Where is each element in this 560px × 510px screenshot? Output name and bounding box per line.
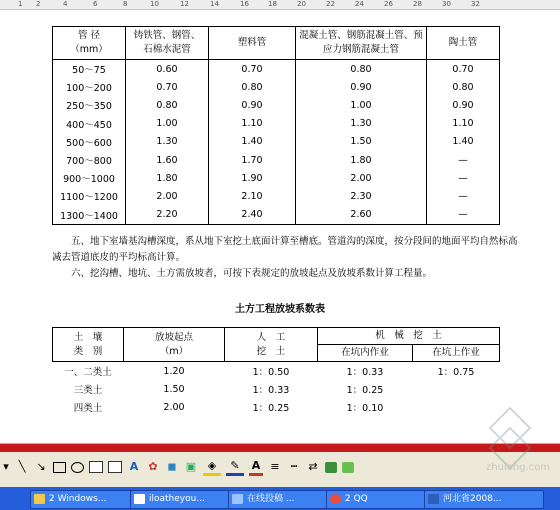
cell-value: 2.30 <box>296 187 427 205</box>
insert-picture-icon[interactable]: ▣ <box>185 460 197 473</box>
ruler-label: 16 <box>240 0 249 8</box>
cell-value: 1.00 <box>126 115 209 133</box>
header-mechanical-dig: 机 械 挖 土 <box>318 328 500 345</box>
arrow-tool-icon[interactable]: ↘ <box>36 460 46 473</box>
ruler-label: 32 <box>471 0 480 8</box>
line-tool-icon[interactable]: ╲ <box>18 460 26 473</box>
vertical-text-box-icon[interactable] <box>108 461 122 473</box>
cell-value: 0.90 <box>209 96 296 114</box>
cell-value: 0.80 <box>126 96 209 114</box>
cell-value: 1.10 <box>427 115 500 133</box>
rectangle-tool-icon[interactable] <box>53 462 66 473</box>
cell-value: 2.40 <box>209 206 296 225</box>
watermark-text: zhulong.com <box>486 462 551 473</box>
header-manual-line2: 挖 土 <box>256 345 286 357</box>
taskbar-button-label: 在线投稿 ... <box>247 494 295 504</box>
ruler-label: 24 <box>355 0 364 8</box>
cell-soil: 三类土 <box>73 385 103 396</box>
cell-soil: 一、二类土 <box>64 367 112 378</box>
shadow-style-icon[interactable] <box>325 462 337 473</box>
table-row <box>53 133 500 151</box>
cell-value: 1：0.25 <box>252 403 290 414</box>
cell-value: 1.80 <box>126 169 209 187</box>
cell-value: 2.00 <box>126 187 209 205</box>
cell-value: 0.70 <box>427 60 500 79</box>
ruler-label: 14 <box>210 0 219 8</box>
header-pipe-diameter: 管 径 （mm） <box>53 27 126 60</box>
header-slope-start <box>124 328 225 362</box>
browser-icon <box>232 494 243 504</box>
taskbar-button-browser[interactable] <box>130 490 234 509</box>
taskbar-button-upload[interactable] <box>228 490 332 509</box>
cell-diameter: 50～75 <box>53 60 126 79</box>
cell-value: 1：0.75 <box>437 367 475 378</box>
ruler-label: 20 <box>297 0 306 8</box>
ruler-label: 1 <box>18 0 23 8</box>
horizontal-ruler[interactable] <box>0 0 560 10</box>
cell-diameter: 250～350 <box>53 96 126 114</box>
cell-value: — <box>427 187 500 205</box>
cell-diameter: 1100～1200 <box>53 187 126 205</box>
table-header-row <box>53 27 500 60</box>
cell-value: — <box>427 169 500 187</box>
zhulong-watermark <box>460 400 560 490</box>
ruler-label: 2 <box>36 0 41 8</box>
header-in-pit: 在坑内作业 <box>318 345 413 362</box>
ruler-label: 28 <box>413 0 422 8</box>
diagram-icon[interactable]: ✿ <box>148 460 158 473</box>
line-style-icon[interactable]: ≡ <box>270 460 280 473</box>
cell-value: 0.80 <box>296 60 427 79</box>
ruler-label: 6 <box>93 0 98 8</box>
cell-value: 0.70 <box>209 60 296 79</box>
ruler-label: 10 <box>150 0 159 8</box>
qq-icon <box>330 494 341 504</box>
table-row <box>53 151 500 169</box>
taskbar-button-windows[interactable] <box>30 490 136 509</box>
header-soil-type <box>53 328 124 362</box>
header-plastic: 塑料管 <box>209 27 296 60</box>
cell-value: — <box>427 151 500 169</box>
cell-value: 1.30 <box>296 115 427 133</box>
oval-tool-icon[interactable] <box>71 462 84 473</box>
cell-value: 1：0.33 <box>346 367 384 378</box>
header-manual-dig <box>225 328 318 362</box>
cell-value: 1.50 <box>296 133 427 151</box>
ruler-label: 26 <box>384 0 393 8</box>
table-row <box>53 187 500 205</box>
cell-value: 1.80 <box>296 151 427 169</box>
cell-value: 1.90 <box>209 169 296 187</box>
taskbar-button-qq[interactable] <box>326 490 430 509</box>
taskbar-button-document[interactable] <box>424 490 544 509</box>
cell-value: 1.40 <box>209 133 296 151</box>
table-row <box>53 206 500 225</box>
cell-value: 1.50 <box>163 383 185 395</box>
table-row <box>53 362 500 381</box>
line-color-icon[interactable]: ✎ <box>226 459 244 476</box>
cell-value: 2.00 <box>296 169 427 187</box>
taskbar-button-label: 河北省2008... <box>443 494 502 504</box>
ruler-label: 30 <box>442 0 451 8</box>
ruler-label: 4 <box>63 0 68 8</box>
cell-value: 0.90 <box>296 78 427 96</box>
cell-diameter: 1300～1400 <box>53 206 126 225</box>
cell-value: 0.60 <box>126 60 209 79</box>
ruler-label: 12 <box>180 0 189 8</box>
cell-value: 1：0.33 <box>252 385 290 396</box>
header-on-pit: 在坑上作业 <box>413 345 500 362</box>
clip-art-icon[interactable]: ◼ <box>167 460 177 473</box>
cell-value: 1：0.10 <box>346 403 384 414</box>
header-start-line2: （m） <box>159 345 189 357</box>
table-row <box>53 380 500 398</box>
cell-diameter: 700～800 <box>53 151 126 169</box>
table-row <box>53 60 500 79</box>
word-document-icon <box>428 494 439 504</box>
table-row <box>53 398 500 416</box>
cell-value: 1.30 <box>126 133 209 151</box>
windows-taskbar <box>0 487 560 510</box>
fill-color-icon[interactable]: ◈ <box>203 459 221 476</box>
folder-icon <box>34 494 45 504</box>
cell-value: 2.10 <box>209 187 296 205</box>
table-row <box>53 115 500 133</box>
cell-value: 0.90 <box>427 96 500 114</box>
cell-value: 1.40 <box>427 133 500 151</box>
cell-diameter: 500～600 <box>53 133 126 151</box>
cell-value: 2.20 <box>126 206 209 225</box>
cell-value: 1.10 <box>209 115 296 133</box>
cell-value: 2.00 <box>163 401 185 413</box>
header-cast-iron: 铸铁管、钢管、 石棉水泥管 <box>126 27 209 60</box>
taskbar-button-label: iloatheyou... <box>149 494 205 504</box>
header-manual-line1: 人 工 <box>256 331 286 343</box>
dropdown-arrow-icon[interactable]: ▾ <box>3 460 9 473</box>
table-row <box>53 78 500 96</box>
cell-value: 1：0.25 <box>346 385 384 396</box>
paragraph-six: 六、挖沟槽、地坑、土方需放坡者，可按下表规定的放坡起点及放坡系数计算工程量。 <box>71 268 433 279</box>
table-header-row <box>53 328 500 345</box>
ruler-label: 22 <box>326 0 335 8</box>
ruler-label: 8 <box>123 0 128 8</box>
document-icon <box>134 494 145 504</box>
pipe-trench-table <box>52 26 500 225</box>
paragraph-five: 五、地下室墙基沟槽深度，系从地下室挖土底面计算至槽底。管道沟的深度，按分段间的地面平均自然标高减去管道底皮的平均标高计算。 <box>52 236 518 263</box>
cell-value: 1.20 <box>163 365 185 377</box>
header-concrete: 混凝土管、钢筋混凝土管、预 应力钢筋混凝土管 <box>296 27 427 60</box>
ruler-label: 18 <box>268 0 277 8</box>
cell-value: — <box>427 206 500 225</box>
header-clay: 陶土管 <box>427 27 500 60</box>
taskbar-button-label: 2 QQ <box>345 494 368 504</box>
cell-diameter: 100～200 <box>53 78 126 96</box>
cell-value: 1.60 <box>126 151 209 169</box>
arrow-style-icon[interactable]: ⇄ <box>308 460 318 473</box>
cell-soil: 四类土 <box>73 403 103 414</box>
font-color-icon[interactable]: A <box>249 459 263 476</box>
table-row <box>53 169 500 187</box>
cell-value: 1.00 <box>296 96 427 114</box>
watermark-logo-icon <box>460 400 560 490</box>
cell-value: 1.70 <box>209 151 296 169</box>
cell-diameter: 900～1000 <box>53 169 126 187</box>
cell-diameter: 400～450 <box>53 115 126 133</box>
drawing-tools-row <box>0 457 359 477</box>
cell-value: 0.80 <box>209 78 296 96</box>
slope-table-caption: 土方工程放坡系数表 <box>235 304 325 315</box>
dash-style-icon[interactable]: ┅ <box>290 460 298 473</box>
cell-value: 0.70 <box>126 78 209 96</box>
document-page[interactable] <box>0 10 560 443</box>
header-soil-line1: 土 壤 <box>73 331 103 343</box>
slope-coefficient-table <box>52 327 500 416</box>
wordart-icon[interactable]: A <box>129 460 139 473</box>
header-start-line1: 放坡起点 <box>154 331 193 343</box>
cell-value: 2.60 <box>296 206 427 225</box>
cell-value <box>413 380 500 398</box>
3d-style-icon[interactable] <box>342 462 354 473</box>
table-row <box>53 96 500 114</box>
cell-value: 1：0.50 <box>252 367 290 378</box>
cell-value: 0.80 <box>427 78 500 96</box>
taskbar-button-label: 2 Windows... <box>49 494 107 504</box>
header-soil-line2: 类 别 <box>73 345 103 357</box>
text-box-icon[interactable] <box>89 461 103 473</box>
